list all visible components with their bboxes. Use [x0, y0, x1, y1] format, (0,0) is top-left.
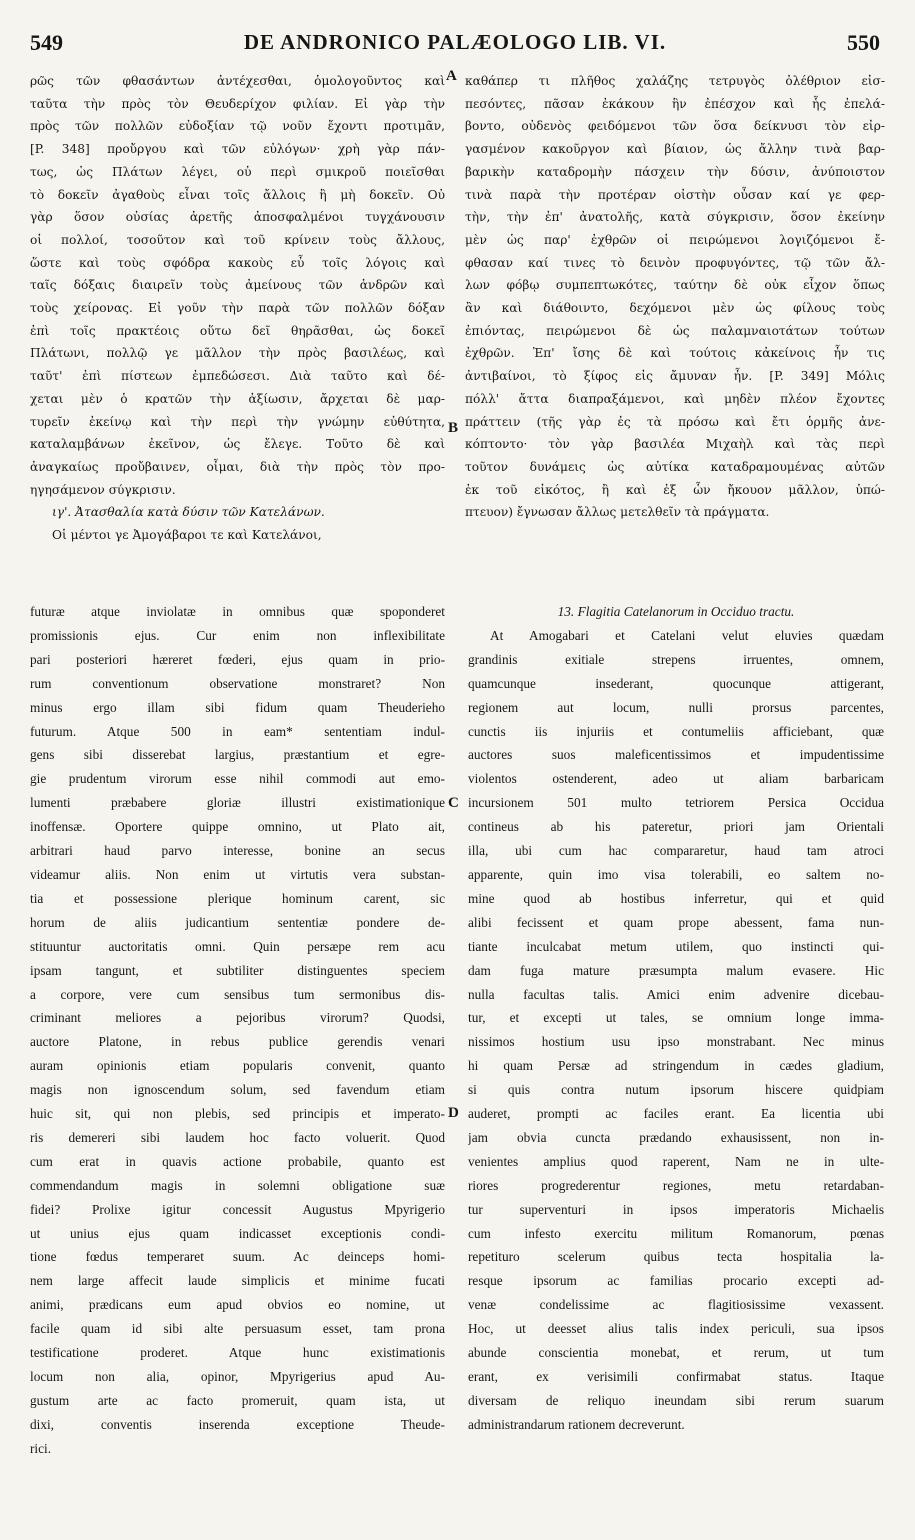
latin-text-line: huic sit, qui non plebis, sed principis et imperato-	[30, 1106, 445, 1122]
latin-text-line: horum de aliis judicantium sententiæ pondere de-	[30, 914, 445, 930]
latin-text-line: inoffensæ. Oportere quippe omnino, ut Plato ait,	[30, 819, 445, 835]
latin-column-left	[30, 600, 445, 1461]
latin-text-line: incursionem 501 multo tetriorem Persica Occidua	[468, 795, 884, 811]
greek-text-line: τοῦτον δυνάμεις ὡς αὐτίκα καταδραμουμένας αὐτῶν	[465, 459, 885, 474]
latin-text-line: cum infesto exercitu militum Romanorum, pœnas	[468, 1225, 884, 1241]
latin-text-line: nulla facultas talis. Amici enim advenire dicebau-	[468, 986, 884, 1002]
latin-text-line: Hoc, ut deesset alius talis index periculi, sua ipsos	[468, 1321, 884, 1337]
greek-text-line: ταῦτα τὴν πρὸς τὸν Θευδερίχον φιλίαν. Εἰ γὰρ τὴν	[30, 96, 445, 111]
page-number-left: 549	[30, 30, 63, 55]
latin-text-line: videamur aliis. Non enim ut virtutis vera substan-	[30, 866, 445, 882]
latin-text-line: nem large affecit laude simplicis et minime fucati	[30, 1273, 445, 1289]
greek-text-line: πράττειν (τῆς γὰρ ἐς τὰ πρόσω καὶ ἔτι ὁρμῆς ἀνε-	[465, 414, 885, 429]
greek-text-line: λων φόβῳ συμπεπτωκότες, ταύτην δὲ οὐκ εἶχον ὅπως	[465, 278, 885, 293]
greek-text-line: βαρικὴν καταδρομὴν πάσχειν τὴν δύσιν, ἀνύποιστον	[465, 164, 885, 179]
latin-text-line: criminant meliores a pejoribus virorum? Quodsi,	[30, 1010, 445, 1026]
latin-text-line: futuræ atque inviolatæ in omnibus quæ spoponderet	[30, 604, 445, 619]
greek-text-line: ὥστε καὶ τοὺς σφόδρα κακοὺς εὖ τοῖς λόγοις καὶ	[30, 255, 445, 270]
greek-text-line: τινὰ παρὰ τὴν προτέραν οἰστὴν οὖσαν καί γε φερ-	[465, 187, 885, 202]
latin-text-line: gie prudentum virorum esse nihil commodi aut emo-	[30, 771, 445, 787]
latin-text-line: testificatione proderet. Atque hunc existimationis	[30, 1345, 445, 1361]
greek-text-line: ταῦτ' ἐπὶ πίστεων ἐμπεδώσεσι. Διὰ ταῦτο καὶ δέ-	[30, 369, 445, 384]
page-number-right: 550	[847, 30, 880, 55]
latin-text-line: commendandum magis in solemni obligatione suæ	[30, 1177, 445, 1193]
greek-section-heading: ιγ'. Ἀτασθαλία κατὰ δύσιν τῶν Κατελάνων.	[52, 505, 325, 520]
latin-text-line: locum non alia, opinor, Mpyrigerius apud Au-	[30, 1369, 445, 1384]
greek-text-line: καθάπερ τι πλῆθος χαλάζης τετρυγὸς ὀλέθριον εἰσ-	[465, 74, 885, 88]
greek-text-line: οἱ πολλοί, τοσοῦτον καὶ τοῦ κρίνειν τοὺς ἄλλους,	[30, 232, 445, 247]
latin-text-line: ut unius ejus quam indicasset exceptionis condi-	[30, 1225, 445, 1241]
greek-text-line: πόλλ' ἄττα διαπραξάμενοι, καὶ μηδὲν πλέον ἔχοντες	[465, 391, 885, 406]
latin-text-line: erant, ex verisimili confirmabat status. Itaque	[468, 1369, 884, 1384]
latin-text-line: regionem aut locum, nulli prorsus parcentes,	[468, 699, 884, 715]
latin-text-line: alibi fecissent et quam prope abessent, fama nun-	[468, 914, 884, 930]
latin-text-line: ipsam tangunt, et subtiliter distinguentes speciem	[30, 962, 445, 978]
latin-text-line: si quis contra nutum ipsorum hiscere quidpiam	[468, 1082, 884, 1098]
margin-marker-c: C	[448, 795, 459, 811]
latin-text-line: grandinis exitiale strepens irruentes, omnem,	[468, 651, 884, 667]
greek-text-line: τυρεῖν ἐκείνῳ καὶ τὴν περὶ τὴν γνώμην εὐθύτητα,	[30, 414, 445, 429]
greek-text-line: ἐπιόντας, πειρώμενοι δὲ ὡς παλαμναιοτάτων τούτων	[465, 323, 885, 338]
greek-text-line: πεσόντες, πᾶσαν ἐκάκουν ἣν ἐπέσχον καὶ ἧς ἐπελά-	[465, 96, 885, 111]
greek-text-line: κόπτοντο· τὸν γὰρ βασιλέα Μιχαὴλ καὶ τὰς περὶ	[465, 437, 885, 452]
greek-text-line: ρῶς τῶν φθασάντων ἀντέχεσθαι, ὁμολογοῦντος καὶ	[30, 74, 445, 88]
margin-marker-d: D	[448, 1105, 459, 1121]
latin-text-line: ris demereri sibi laudem hoc facto voluerit. Quod	[30, 1129, 445, 1145]
latin-text-line: venæ condelissime ac flagitiosissime vexassent.	[468, 1297, 884, 1313]
latin-text-line: pari posteriori hæreret fœderi, ejus quam in prio-	[30, 651, 445, 667]
latin-text-line: mine quod ab hostibus inferretur, qui et quid	[468, 890, 884, 906]
greek-text-line: μὲν ὡς παρ' ἐχθρῶν οἱ πειρώμενοι λογιζόμενοι ἔ-	[465, 232, 885, 247]
greek-text-line: γασμένον κακοῦργον καὶ βίαιον, ὡς ἄλλην τινὰ βαρ-	[465, 142, 885, 157]
greek-text-line: Οἱ μέντοι γε Ἀμογάβαροι τε καὶ Κατελάνοι,	[52, 528, 322, 543]
latin-text-line: tiante inculcabat metum utilem, quo instincti qui-	[468, 938, 884, 954]
latin-text-line: gens sibi disserebat largius, præstantium et egre-	[30, 747, 445, 763]
greek-text-line: ἐπὶ τοῖς πρακτέοις οὕτω δεῖ θηρᾶσθαι, ὡς δοκεῖ	[30, 323, 445, 338]
greek-text-line: βοντο, οὐδενὸς φειδόμενοι τῶν ὅσα δείκνυσι τὸν εἰρ-	[465, 119, 885, 134]
greek-text-line: ἐκ τοῦ εἰκότος, ἢ καὶ ἐξ ὧν ἤκουον μᾶλλον, ὑπώ-	[465, 482, 885, 497]
greek-text-line: τὴν, τὴν ἐπ' ἀνατολῆς, κατὰ σύγκρισιν, ὅσον ἐκείνην	[465, 210, 885, 225]
latin-text-line: violentos ostenderent, adeo ut aliam barbaricam	[468, 771, 884, 787]
latin-text-line: tur, et excepti ut tales, se omnium longe imma-	[468, 1010, 884, 1026]
latin-text-line: lumenti præbabere gloriæ illustri existimationique	[30, 795, 445, 811]
greek-text-line: [P. 348] προὔργου καὶ τῶν εὐλόγων· χρὴ γὰρ πάν-	[30, 142, 445, 157]
latin-text-line: tione fœdus temperaret suum. Ac deinceps homi-	[30, 1249, 445, 1265]
latin-text-line: administrandarum rationem decreverunt.	[468, 1416, 685, 1432]
latin-text-line: promissionis ejus. Cur enim non inflexibilitate	[30, 627, 445, 643]
greek-column-right	[465, 70, 885, 524]
latin-section-heading: 13. Flagitia Catelanorum in Occiduo tractu.	[557, 604, 795, 619]
greek-text-line: τοὺς χείρονας. Εἰ γοῦν τὴν παρὰ τῶν πολλῶν δόξαν	[30, 301, 445, 316]
latin-text-line: auderet, prompti ac faciles erant. Ea licentia ubi	[468, 1106, 884, 1122]
latin-text-line: hi quam Persæ ad stringendum in cædes gladium,	[468, 1058, 884, 1074]
greek-text-line: καταλαμβάνων ἐκεῖνον, ὡς ἔλεγε. Τοῦτο δὲ καὶ	[30, 437, 445, 452]
latin-text-line: tia et possessione plerique hominum carent, sic	[30, 890, 445, 906]
greek-text-line: γὰρ ὅσον οὐσίας ἀρετῆς ἀποσφαλμένοι τυγχάνουσιν	[30, 210, 445, 225]
latin-text-line: a corpore, vere cum sensibus tum sermonibus dis-	[30, 986, 445, 1002]
latin-column-right	[468, 600, 884, 1437]
latin-text-line: auctores suos maleficentissimos et impudentissime	[468, 747, 884, 763]
latin-text-line: illa, ubi cum hac compararetur, haud tam atroci	[468, 843, 884, 859]
greek-text-line: ταῖς δόξαις διαιρεῖν τοὺς ἀμείνους τῶν ἀνδρῶν καὶ	[30, 278, 445, 293]
greek-text-line: ἐχθρῶν. Ἐπ' ἴσης δὲ καὶ τούτοις κἀκείνοις ἦν τις	[465, 346, 885, 361]
latin-text-line: At Amogabari et Catelani velut eluvies quædam	[490, 627, 884, 643]
latin-text-line: fidei? Prolixe igitur concessit Augustus Mpyrigerio	[30, 1201, 445, 1217]
latin-text-line: cum erat in quavis actione probabile, quanto est	[30, 1153, 445, 1169]
latin-text-line: diversam de reliquo ineundam sibi rerum suarum	[468, 1392, 884, 1408]
latin-text-line: minus ergo illam sibi fidum quam Theuderieho	[30, 699, 445, 715]
latin-text-line: repetituro scelerum quibus tecta hospitalia la-	[468, 1249, 884, 1265]
greek-text-line: ἀντιβαίνοι, τὸ ξίφος εἰς ἄμυναν ἦν. [P. 349] Μόλις	[465, 369, 885, 384]
latin-text-line: tur superventuri in ipsos imperatoris Michaelis	[468, 1201, 884, 1217]
latin-text-line: futurum. Atque 500 in eam* sententiam indul-	[30, 723, 445, 739]
latin-text-line: jam obvia cuncta prædando exhausissent, non in-	[468, 1129, 884, 1145]
greek-text-line: ἂν καὶ διάθοιντο, δεχόμενοι μὲν ὡς φίλους τοὺς	[465, 301, 885, 316]
greek-text-line: ηγησάμενον σύγκρισιν.	[30, 482, 176, 497]
margin-marker-b: B	[448, 420, 459, 436]
latin-text-line: quamcunque insederant, quocunque attigerant,	[468, 675, 884, 691]
greek-text-line: τως, ὡς Πλάτων λέγει, οὐ περὶ σμικροῦ ποιεῖσθαι	[30, 164, 445, 179]
latin-text-line: contineus ab his pateretur, priori jam Orientali	[468, 819, 884, 835]
latin-text-line: cunctis iis injuriis et contumeliis afficiebant, quæ	[468, 723, 884, 739]
margin-marker-a: A	[446, 68, 457, 84]
latin-text-line: apparente, quin imo visa tolerabili, eo saltem no-	[468, 866, 884, 882]
latin-text-line: dixi, conventis inserenda exceptione Theude-	[30, 1416, 445, 1432]
latin-text-line: rici.	[30, 1440, 52, 1456]
latin-text-line: auram opinionis etiam popularis convenit, quanto	[30, 1058, 445, 1074]
latin-text-line: auctore Platone, in rebus publice gerendis venari	[30, 1034, 445, 1050]
greek-text-line: φθασαν καί τινες τὸ δεινὸν προφυγόντες, τῷ τῶν ἄλ-	[465, 255, 885, 270]
latin-text-line: abunde conscientia monebat, et rerum, ut tum	[468, 1345, 884, 1361]
running-header	[30, 30, 880, 60]
greek-text-line: πρὸς τῶν πολλῶν εὐδοξίαν τῷ νοῦν ἔχοντι προτιμᾶν,	[30, 119, 445, 134]
running-title: DE ANDRONICO PALÆOLOGO LIB. VI.	[243, 30, 667, 54]
latin-text-line: gustum arte ac facto promeruit, quam ista, ut	[30, 1392, 445, 1408]
latin-text-line: magis non ignoscendum solum, sed favendum etiam	[30, 1082, 445, 1098]
greek-column-left	[30, 70, 445, 547]
latin-text-line: animi, prædicans eum apud obvios eo nomine, ut	[30, 1297, 445, 1313]
latin-text-line: venientes amplius quod raperent, Nam ne in ulte-	[468, 1153, 884, 1169]
latin-text-line: rum conventionum observatione monstraret? Non	[30, 675, 445, 691]
latin-text-line: resque ipsorum ac familias procario excepti ad-	[468, 1273, 884, 1289]
latin-text-line: nissimos hostium usu ipso monstrabant. Nec minus	[468, 1034, 884, 1050]
greek-text-line: χεται μὲν ὁ κρατῶν τὴν ἀξίωσιν, ἄρχεται δὲ μαρ-	[30, 391, 445, 406]
greek-text-line: πτευον) ἔγνωσαν ἄλλως μετελθεῖν τὰ πράγματα.	[465, 505, 770, 520]
latin-text-line: riores progrederentur regiones, metu retardaban-	[468, 1177, 884, 1193]
greek-text-line: τὸ δοκεῖν ἀγαθοὺς εἶναι τοῖς ἄλλοις ἢ μὴ δοκεῖν. Οὐ	[30, 187, 445, 202]
greek-text-line: ἀναγκαίως προὔβαινεν, οἶμαι, διὰ τὴν πρὸς τὸν προ-	[30, 459, 445, 474]
latin-text-line: stituuntur auctoritatis omni. Quin persæpe rem acu	[30, 938, 445, 954]
greek-text-line: Πλάτωνι, πολλῷ γε μᾶλλον τὴν πρὸς βασιλέως, καὶ	[30, 346, 445, 361]
latin-text-line: facile quam id sibi alte persuasum esset, tam prona	[30, 1321, 445, 1337]
latin-text-line: dam fuga mature præsumpta malum evasere. Hic	[468, 962, 884, 978]
latin-text-line: arbitrari haud parvo interesse, bonine an secus	[30, 843, 445, 859]
